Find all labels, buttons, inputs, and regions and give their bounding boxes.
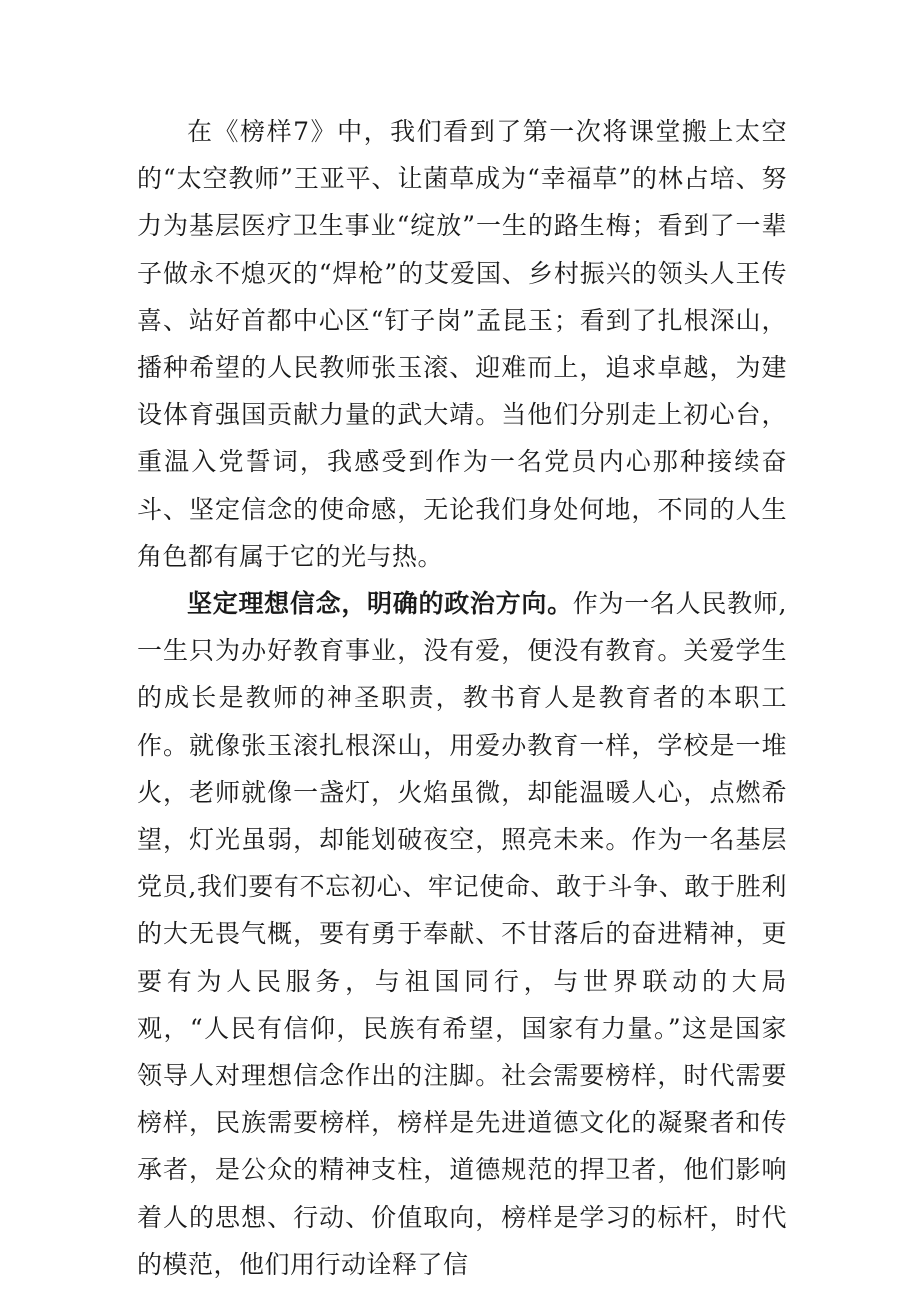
paragraph-1 <box>137 108 787 580</box>
paragraph-2-text: 作为一名人民教师,一生只为办好教育事业，没有爱，便没有教育。关爱学生的成长是教师的神圣职责，教书育人是教育者的本职工作。就像张玉滚扎根深山，用爱办教育一样，学校是一堆火，老师就像一盏灯，火焰虽微，却能温暖人心，点燃希望，灯光虽弱，却能划破夜空，照亮未来。作为一名基层党员,我们要有不忘初心、牢记使命、敢于斗争、敢于胜利的大无畏气概，要有勇于奉献、不甘落后的奋进精神，更要有为人民服务，与祖国同行，与世界联动的大局观，“人民有信仰，民族有希望，国家有力量。”这是国家领导人对理想信念作出的注脚。社会需要榜样，时代需要榜样，民族需要榜样，榜样是先进道德文化的凝聚者和传承者，是公众的精神支柱，道德规范的捍卫者，他们影响着人的思想、行动、价值取向，榜样是学习的标杆，时代的模范，他们用行动诠释了信 <box>137 589 787 1279</box>
body-text <box>137 108 787 1288</box>
paragraph-1-text: 在《榜样7》中，我们看到了第一次将课堂搬上太空的“太空教师”王亚平、让菌草成为“幸福草”的林占培、努力为基层医疗卫生事业“绽放”一生的路生梅；看到了一辈子做永不熄灭的“焊枪”的艾爱国、乡村振兴的领头人王传喜、站好首都中心区“钉子岗”孟昆玉；看到了扎根深山，播种希望的人民教师张玉滚、迎难而上，追求卓越，为建设体育强国贡献力量的武大靖。当他们分别走上初心台，重温入党誓词，我感受到作为一名党员内心那种接续奋斗、坚定信念的使命感，无论我们身处何地，不同的人生角色都有属于它的光与热。 <box>137 117 787 571</box>
paragraph-2-lead: 坚定理想信念，明确的政治方向。 <box>187 589 573 619</box>
paragraph-2 <box>137 580 787 1288</box>
